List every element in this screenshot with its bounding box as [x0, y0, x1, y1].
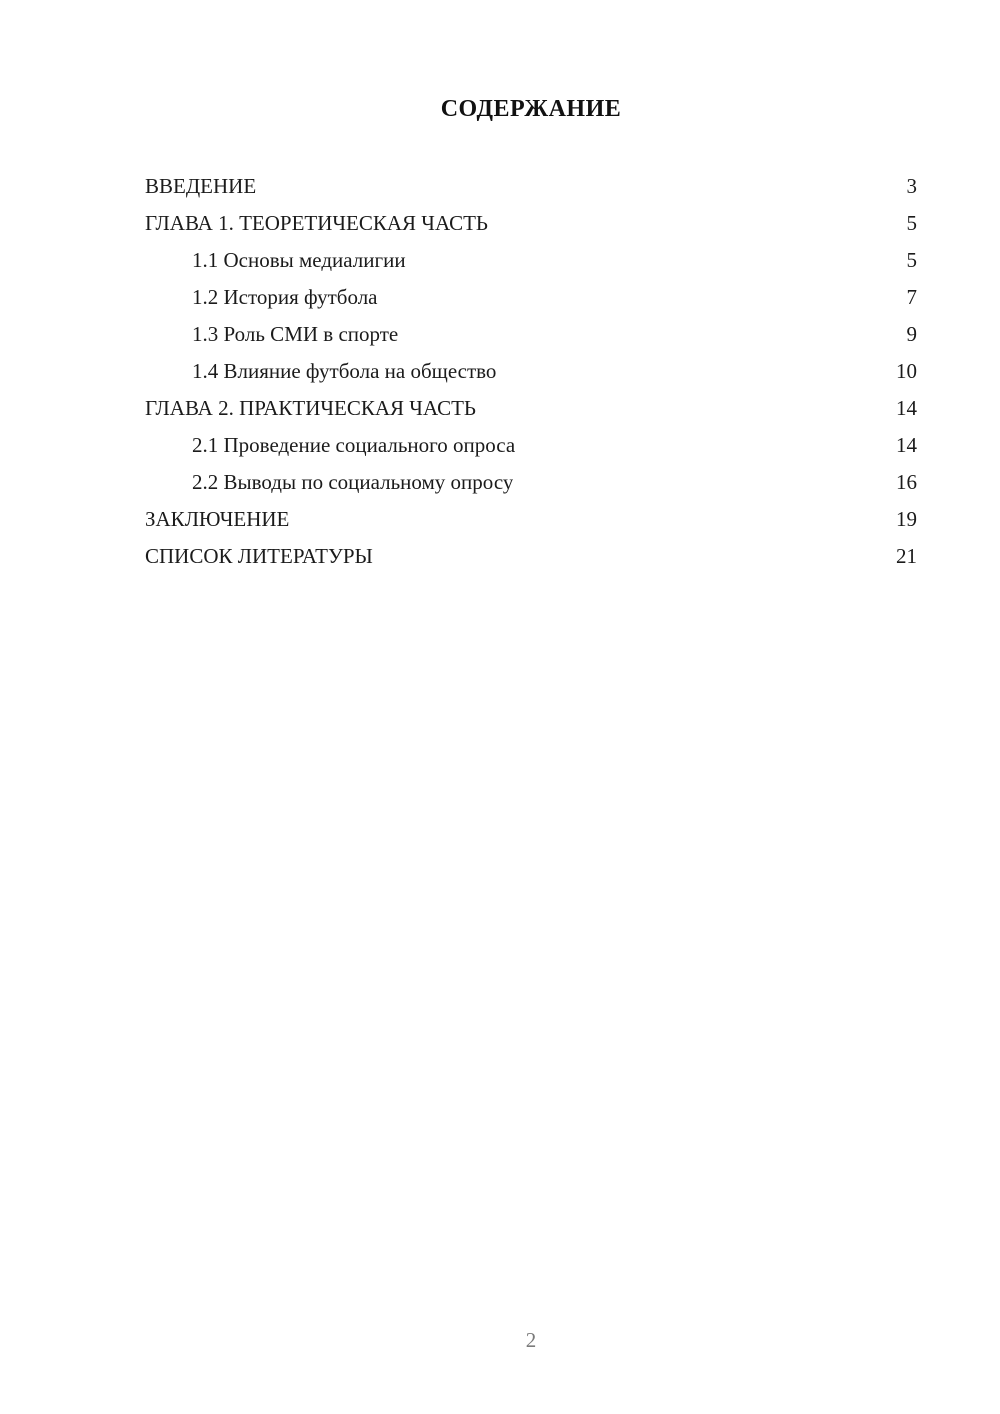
- toc-entry-page-number: 14: [896, 433, 917, 457]
- toc-entry-1-1: [145, 242, 917, 279]
- toc-entry-page-number: 16: [896, 470, 917, 494]
- toc-entry-label: ГЛАВА 2. ПРАКТИЧЕСКАЯ ЧАСТЬ: [145, 396, 476, 420]
- toc-entry-1-3: [145, 316, 917, 353]
- toc-entry-label: ГЛАВА 1. ТЕОРЕТИЧЕСКАЯ ЧАСТЬ: [145, 211, 488, 235]
- toc-entry-page-number: 21: [896, 544, 917, 568]
- toc-entry-page-number: 19: [896, 507, 917, 531]
- toc-entry-1-4: [145, 353, 917, 390]
- toc-entry-label: 1.3 Роль СМИ в спорте: [192, 322, 399, 346]
- toc-entry-bibliography: [145, 538, 917, 575]
- toc-entry-label: СПИСОК ЛИТЕРАТУРЫ: [145, 544, 373, 568]
- toc-entry-page-number: 7: [906, 285, 917, 309]
- toc-entry-2-1: [145, 427, 917, 464]
- toc-entry-introduction: [145, 168, 917, 205]
- toc-entry-page-number: 3: [906, 174, 917, 198]
- toc-entry-2-2: [145, 464, 917, 501]
- toc-entry-page-number: 5: [906, 248, 917, 272]
- toc-entry-label: 1.2 История футбола: [192, 285, 378, 309]
- toc-entry-label: 2.1 Проведение социального опроса: [192, 433, 516, 457]
- toc-entry-page-number: 14: [896, 396, 917, 420]
- toc-entry-page-number: 9: [906, 322, 917, 346]
- toc-entry-chapter-1: [145, 205, 917, 242]
- toc-entry-1-2: [145, 279, 917, 316]
- toc-entry-label: 2.2 Выводы по социальному опросу: [192, 470, 514, 494]
- table-of-contents: [145, 168, 917, 575]
- toc-entry-page-number: 10: [896, 359, 917, 383]
- toc-entry-label: ВВЕДЕНИЕ: [145, 174, 257, 198]
- footer-page-number: 2: [525, 1328, 537, 1352]
- toc-entry-label: ЗАКЛЮЧЕНИЕ: [145, 507, 290, 531]
- toc-entry-chapter-2: [145, 390, 917, 427]
- toc-entry-label: 1.4 Влияние футбола на общество: [192, 359, 497, 383]
- toc-entry-conclusion: [145, 501, 917, 538]
- toc-entry-label: 1.1 Основы медиалигии: [192, 248, 406, 272]
- page-title: СОДЕРЖАНИЕ: [440, 96, 622, 122]
- toc-entry-page-number: 5: [906, 211, 917, 235]
